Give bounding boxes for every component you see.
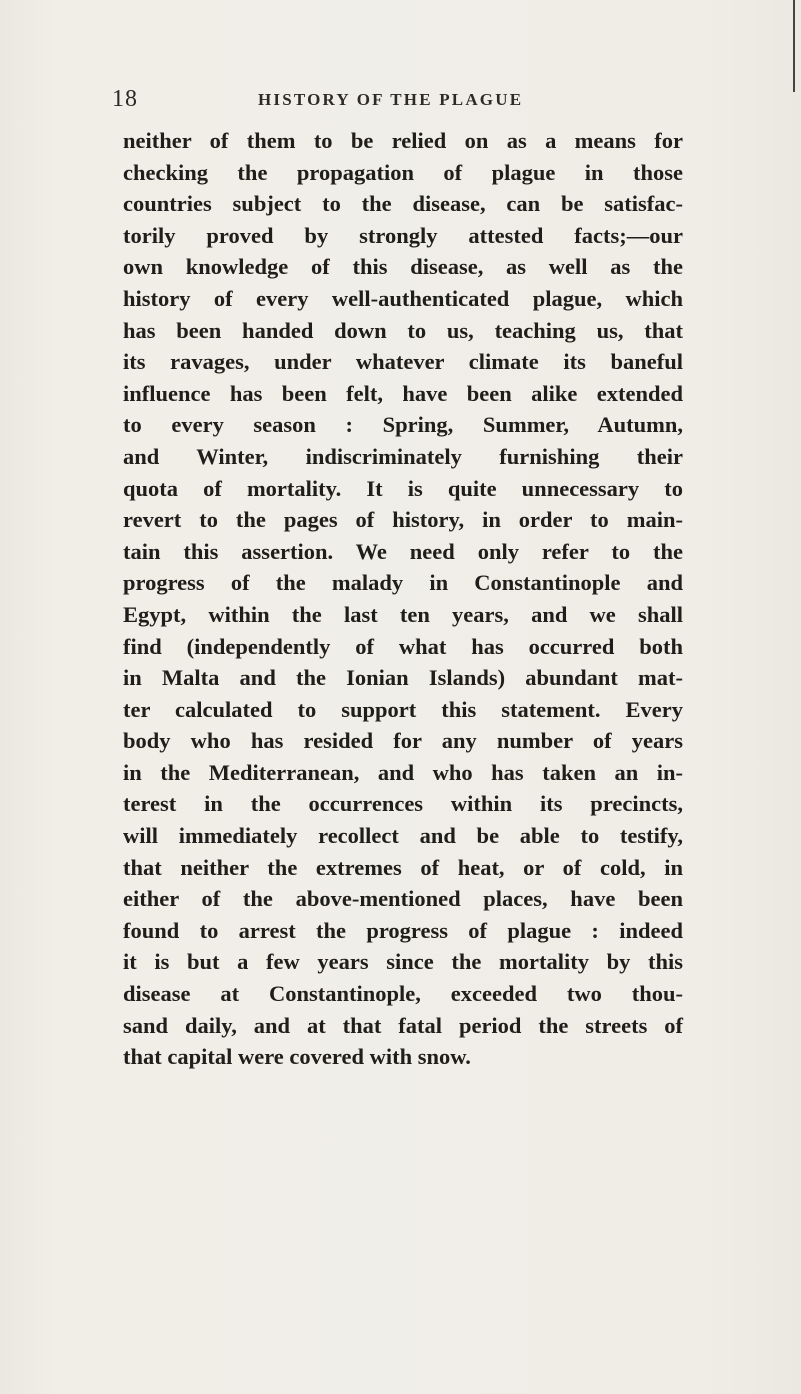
text-line: own knowledge of this disease, as well as the bbox=[123, 254, 683, 280]
text-line: its ravages, under whatever climate its baneful bbox=[123, 349, 683, 375]
text-line: checking the propagation of plague in those bbox=[123, 159, 683, 185]
text-line: torily proved by strongly attested facts;—our bbox=[123, 222, 683, 248]
text-line: history of every well-authenticated plague, which bbox=[123, 285, 683, 311]
text-line: body who has resided for any number of years bbox=[123, 728, 683, 754]
body-text bbox=[123, 125, 683, 1073]
page-edge-line bbox=[793, 0, 795, 92]
text-line: revert to the pages of history, in order to main- bbox=[123, 507, 683, 533]
text-line: either of the above-mentioned places, have been bbox=[123, 886, 683, 912]
text-line: to every season : Spring, Summer, Autumn, bbox=[123, 412, 683, 438]
page-number: 18 bbox=[112, 86, 138, 112]
text-line: disease at Constantinople, exceeded two thou- bbox=[123, 981, 683, 1007]
text-line: terest in the occurrences within its precincts, bbox=[123, 791, 683, 817]
running-head-title: HISTORY OF THE PLAGUE bbox=[258, 90, 524, 109]
text-line: find (independently of what has occurred both bbox=[123, 633, 683, 659]
text-line: that neither the extremes of heat, or of cold, in bbox=[123, 854, 683, 880]
text-line: ter calculated to support this statement. Every bbox=[123, 696, 683, 722]
text-line: quota of mortality. It is quite unnecessary to bbox=[123, 475, 683, 501]
text-line: it is but a few years since the mortality by this bbox=[123, 949, 683, 975]
text-line: progress of the malady in Constantinople and bbox=[123, 570, 683, 596]
text-line: countries subject to the disease, can be satisfac- bbox=[123, 191, 683, 217]
text-line: Egypt, within the last ten years, and we shall bbox=[123, 601, 683, 627]
text-line: found to arrest the progress of plague : indeed bbox=[123, 917, 683, 943]
running-head bbox=[112, 86, 712, 116]
text-line: in Malta and the Ionian Islands) abundant mat- bbox=[123, 665, 683, 691]
text-line-last: that capital were covered with snow. bbox=[123, 1044, 471, 1070]
text-line: has been handed down to us, teaching us, that bbox=[123, 317, 683, 343]
text-line: in the Mediterranean, and who has taken an in- bbox=[123, 759, 683, 785]
text-line: influence has been felt, have been alike extended bbox=[123, 380, 683, 406]
text-line: will immediately recollect and be able to testify, bbox=[123, 823, 683, 849]
text-line: and Winter, indiscriminately furnishing their bbox=[123, 443, 683, 469]
text-line: tain this assertion. We need only refer to the bbox=[123, 538, 683, 564]
text-line: sand daily, and at that fatal period the streets of bbox=[123, 1012, 683, 1038]
text-line: neither of them to be relied on as a means for bbox=[123, 128, 683, 153]
